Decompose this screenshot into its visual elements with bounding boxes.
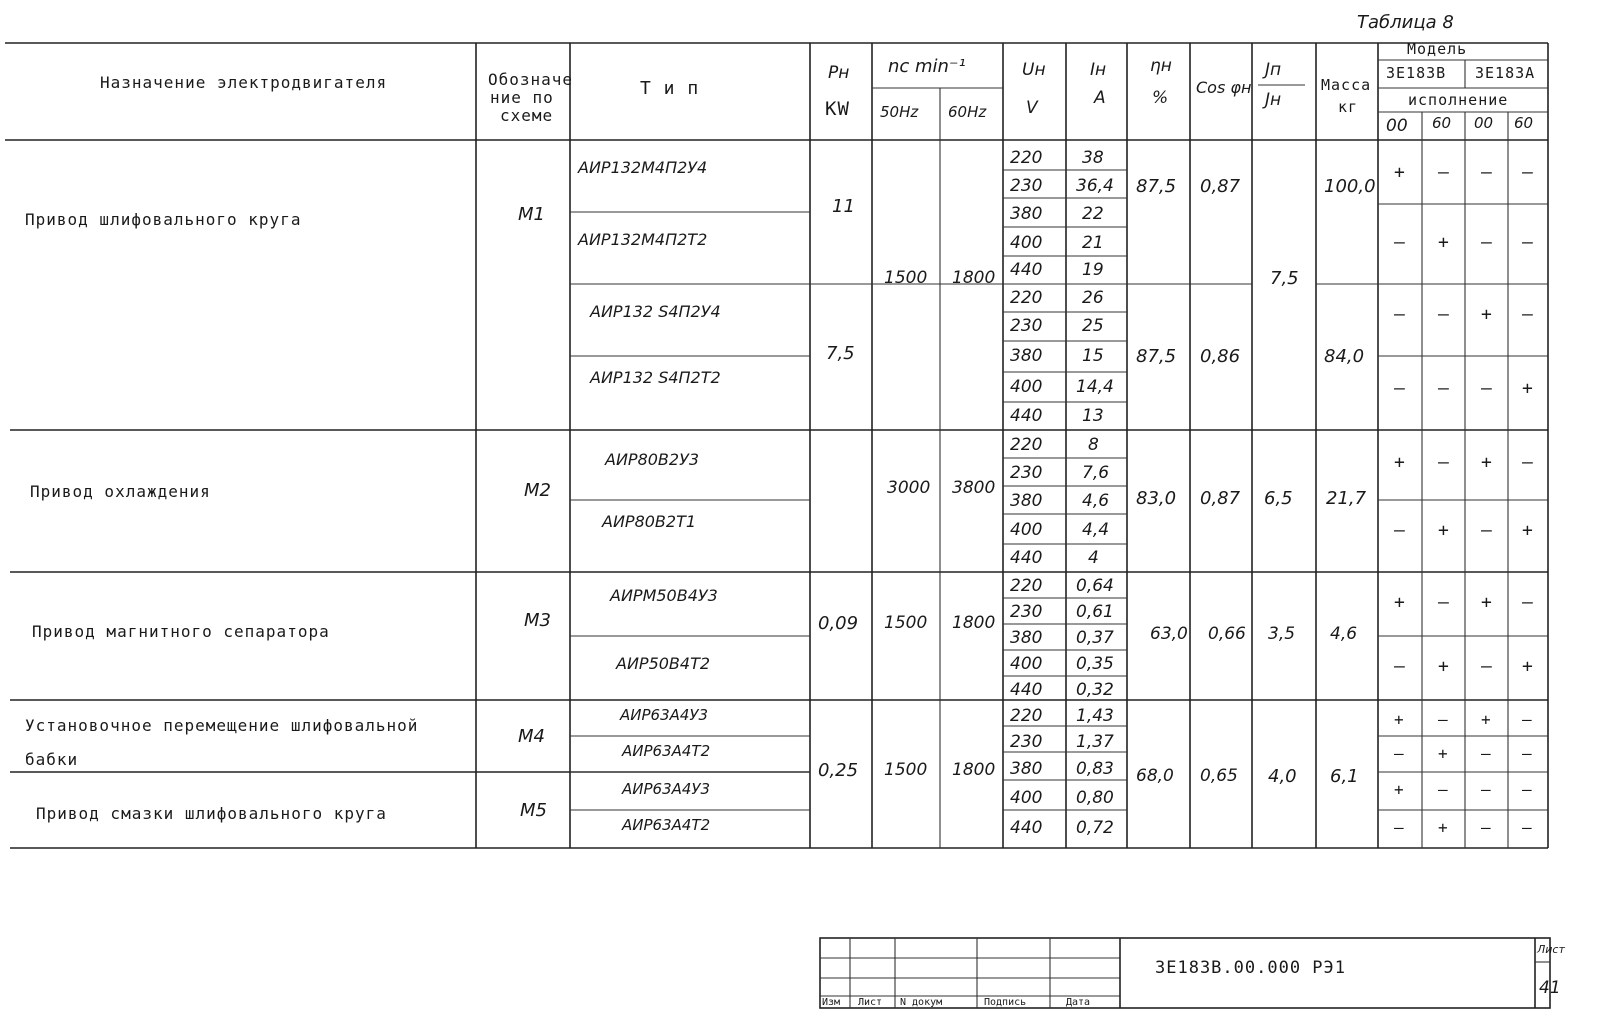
cos-m2: 0,87: [1200, 488, 1241, 509]
current-cell: 19: [1082, 260, 1104, 280]
current-cell: 38: [1082, 148, 1104, 168]
speed50-m3: 1500: [884, 613, 928, 633]
power-m3: 0,09: [818, 613, 859, 634]
eff-m4: 68,0: [1136, 766, 1174, 786]
power-m4: 0,25: [818, 760, 859, 781]
purpose-m2: Привод охлаждения: [30, 482, 211, 501]
mark-cell: +: [1438, 656, 1450, 677]
mark-cell: –: [1481, 378, 1493, 399]
mark-cell: –: [1394, 232, 1406, 253]
col-podpis: Подпись: [984, 997, 1027, 1008]
mass-m1-a: 100,0: [1324, 176, 1376, 197]
mark-cell: +: [1522, 378, 1534, 399]
header-speed: nс min⁻¹: [888, 56, 966, 77]
speed50-m1: 1500: [884, 268, 928, 288]
designation-m4: М4: [518, 726, 545, 747]
mark-cell: –: [1438, 592, 1450, 613]
header-eff-2: %: [1152, 88, 1169, 108]
col-dokum: N докум: [900, 997, 943, 1008]
ratio-m3: 3,5: [1268, 624, 1296, 644]
header-power-2: KW: [825, 98, 850, 120]
header-type: Т и п: [640, 78, 700, 99]
mark-cell: –: [1522, 162, 1534, 183]
header-designation-1: Обозначе: [488, 70, 574, 89]
voltage-cell: 380: [1010, 628, 1043, 648]
mark-cell: +: [1394, 710, 1405, 729]
mark-cell: –: [1522, 452, 1534, 473]
current-cell: 14,4: [1076, 377, 1114, 397]
table-label: Таблица 8: [1357, 12, 1454, 33]
current-cell: 36,4: [1076, 176, 1114, 196]
mark-cell: +: [1394, 592, 1406, 613]
voltage-cell: 220: [1010, 706, 1043, 726]
mark-cell: –: [1438, 304, 1450, 325]
mark-cell: –: [1481, 818, 1492, 837]
cos-m1-b: 0,86: [1200, 346, 1241, 367]
mark-cell: +: [1522, 520, 1534, 541]
cos-m4: 0,65: [1200, 766, 1238, 786]
col-izm: Изм: [822, 997, 841, 1008]
current-cell: 0,35: [1076, 654, 1114, 674]
header-eff-1: ηн: [1150, 56, 1172, 76]
type-m1-1: АИР132М4П2У4: [578, 158, 708, 177]
purpose-m4-line1: Установочное перемещение шлифовальной: [25, 716, 419, 735]
voltage-cell: 440: [1010, 680, 1043, 700]
purpose-m4-line2: бабки: [25, 750, 79, 769]
ratio-m2: 6,5: [1264, 488, 1293, 509]
type-m1-3: АИР132 S4П2У4: [590, 302, 721, 321]
voltage-cell: 230: [1010, 316, 1043, 336]
voltage-cell: 230: [1010, 463, 1043, 483]
eff-m1-a: 87,5: [1136, 176, 1177, 197]
current-cell: 1,43: [1076, 706, 1114, 726]
header-f60: 60Hz: [948, 103, 987, 121]
mark-cell: –: [1438, 162, 1450, 183]
voltage-cell: 380: [1010, 204, 1043, 224]
header-current-1: Iн: [1090, 60, 1107, 80]
mark-cell: +: [1481, 452, 1493, 473]
mass-m4: 6,1: [1330, 766, 1359, 787]
sheet-label: Лист: [1537, 943, 1565, 956]
col-list: Лист: [858, 997, 883, 1008]
mark-cell: –: [1522, 780, 1533, 799]
type-m4-1: АИР63А4У3: [620, 706, 709, 724]
header-designation-3: схеме: [500, 106, 554, 125]
header-power-1: Рн: [828, 63, 850, 83]
header-ratio-top: Jп: [1265, 60, 1282, 80]
voltage-cell: 380: [1010, 346, 1043, 366]
mark-cell: –: [1522, 744, 1533, 763]
col-data: Дата: [1066, 997, 1091, 1008]
mark-cell: –: [1481, 780, 1492, 799]
mark-cell: +: [1481, 710, 1492, 729]
type-m1-4: АИР132 S4П2Т2: [590, 368, 721, 387]
current-cell: 0,83: [1076, 759, 1114, 779]
designation-m1: М1: [518, 204, 545, 225]
type-m2-2: АИР80В2Т1: [602, 512, 697, 531]
header-ex-00b: 00: [1474, 114, 1494, 132]
voltage-cell: 230: [1010, 176, 1043, 196]
type-m1-2: АИР132М4П2Т2: [578, 230, 708, 249]
header-voltage-2: V: [1026, 98, 1038, 118]
designation-m2: М2: [524, 480, 551, 501]
purpose-m1: Привод шлифовального круга: [25, 210, 302, 229]
header-execution: исполнение: [1408, 91, 1509, 109]
mass-m1-b: 84,0: [1324, 346, 1365, 367]
voltage-cell: 440: [1010, 818, 1043, 838]
eff-m3: 63,0: [1150, 624, 1188, 644]
mark-cell: –: [1394, 304, 1406, 325]
speed50-m2: 3000: [887, 478, 931, 498]
mark-cell: –: [1394, 378, 1406, 399]
voltage-cell: 380: [1010, 491, 1043, 511]
current-cell: 1,37: [1076, 732, 1114, 752]
header-ratio-bottom: Jн: [1265, 90, 1282, 110]
mark-cell: –: [1394, 818, 1405, 837]
voltage-cell: 440: [1010, 548, 1043, 568]
mark-cell: –: [1481, 656, 1493, 677]
purpose-m5: Привод смазки шлифовального круга: [36, 804, 387, 823]
voltage-cell: 220: [1010, 435, 1043, 455]
type-m4-2: АИР63А4Т2: [622, 742, 711, 760]
mark-cell: +: [1394, 780, 1405, 799]
speed60-m3: 1800: [952, 613, 996, 633]
current-cell: 0,61: [1076, 602, 1114, 622]
speed60-m1: 1800: [952, 268, 996, 288]
mark-cell: +: [1438, 744, 1449, 763]
header-mass-1: Масса: [1321, 76, 1372, 94]
type-m2-1: АИР80В2У3: [605, 450, 700, 469]
voltage-cell: 400: [1010, 377, 1043, 397]
voltage-cell: 220: [1010, 576, 1043, 596]
eff-m1-b: 87,5: [1136, 346, 1177, 367]
voltage-cell: 440: [1010, 406, 1043, 426]
mass-m2: 21,7: [1326, 488, 1367, 509]
designation-m3: М3: [524, 610, 551, 631]
mark-cell: –: [1481, 520, 1493, 541]
sheet-number: 41: [1539, 978, 1561, 998]
mark-cell: +: [1438, 520, 1450, 541]
current-cell: 21: [1082, 233, 1104, 253]
mark-cell: –: [1394, 656, 1406, 677]
header-model-a: 3Е183В: [1386, 64, 1447, 82]
current-cell: 4: [1088, 548, 1099, 568]
speed60-m4: 1800: [952, 760, 996, 780]
current-cell: 13: [1082, 406, 1104, 426]
mark-cell: –: [1394, 744, 1405, 763]
voltage-cell: 400: [1010, 520, 1043, 540]
type-m3-2: АИР50В4Т2: [616, 654, 711, 673]
header-model: Модель: [1407, 40, 1468, 58]
doc-code: 3Е183В.00.000 РЭ1: [1155, 958, 1346, 978]
ratio-m1: 7,5: [1270, 268, 1299, 289]
mark-cell: +: [1481, 592, 1493, 613]
header-mass-2: кг: [1338, 98, 1359, 116]
current-cell: 0,72: [1076, 818, 1114, 838]
power-m1-a: 11: [832, 196, 855, 217]
type-m3-1: АИРМ50В4У3: [610, 586, 718, 605]
voltage-cell: 400: [1010, 654, 1043, 674]
current-cell: 4,4: [1082, 520, 1110, 540]
current-cell: 22: [1082, 204, 1104, 224]
header-ex-00a: 00: [1386, 116, 1408, 136]
voltage-cell: 400: [1010, 233, 1043, 253]
speed60-m2: 3800: [952, 478, 996, 498]
purpose-m3: Привод магнитного сепаратора: [32, 622, 330, 641]
mark-cell: +: [1438, 232, 1450, 253]
mark-cell: –: [1438, 378, 1450, 399]
mark-cell: –: [1438, 710, 1449, 729]
current-cell: 7,6: [1082, 463, 1110, 483]
current-cell: 0,64: [1076, 576, 1114, 596]
mark-cell: –: [1522, 818, 1533, 837]
header-purpose: Назначение электродвигателя: [100, 73, 388, 92]
mark-cell: –: [1522, 304, 1534, 325]
header-designation-2: ние по: [490, 88, 554, 107]
speed50-m4: 1500: [884, 760, 928, 780]
current-cell: 8: [1088, 435, 1099, 455]
voltage-cell: 230: [1010, 602, 1043, 622]
mark-cell: –: [1522, 710, 1533, 729]
voltage-cell: 230: [1010, 732, 1043, 752]
mass-m3: 4,6: [1330, 624, 1358, 644]
header-model-b: 3Е183А: [1475, 64, 1536, 82]
voltage-cell: 440: [1010, 260, 1043, 280]
current-cell: 0,37: [1076, 628, 1114, 648]
voltage-cell: 400: [1010, 788, 1043, 808]
mark-cell: –: [1438, 452, 1450, 473]
mark-cell: –: [1481, 232, 1493, 253]
current-cell: 4,6: [1082, 491, 1110, 511]
type-m5-1: АИР63А4У3: [622, 780, 711, 798]
voltage-cell: 220: [1010, 288, 1043, 308]
current-cell: 0,32: [1076, 680, 1114, 700]
header-cos: Cos φн: [1196, 78, 1252, 97]
mark-cell: –: [1481, 162, 1493, 183]
current-cell: 26: [1082, 288, 1104, 308]
header-voltage-1: Uн: [1022, 60, 1046, 80]
header-f50: 50Hz: [880, 103, 919, 121]
mark-cell: +: [1522, 656, 1534, 677]
mark-cell: +: [1394, 452, 1406, 473]
mark-cell: –: [1481, 744, 1492, 763]
eff-m2: 83,0: [1136, 488, 1177, 509]
current-cell: 15: [1082, 346, 1104, 366]
voltage-cell: 220: [1010, 148, 1043, 168]
header-ex-60a: 60: [1432, 114, 1452, 132]
designation-m5: М5: [520, 800, 547, 821]
mark-cell: –: [1438, 780, 1449, 799]
mark-cell: +: [1438, 818, 1449, 837]
mark-cell: +: [1394, 162, 1406, 183]
power-m1-b: 7,5: [826, 343, 855, 364]
ratio-m4: 4,0: [1268, 766, 1297, 787]
voltage-cell: 380: [1010, 759, 1043, 779]
mark-cell: –: [1522, 592, 1534, 613]
cos-m3: 0,66: [1208, 624, 1246, 644]
mark-cell: +: [1481, 304, 1493, 325]
header-ex-60b: 60: [1514, 114, 1534, 132]
mark-cell: –: [1522, 232, 1534, 253]
header-current-2: A: [1094, 88, 1106, 108]
current-cell: 0,80: [1076, 788, 1114, 808]
mark-cell: –: [1394, 520, 1406, 541]
type-m5-2: АИР63А4Т2: [622, 816, 711, 834]
current-cell: 25: [1082, 316, 1104, 336]
cos-m1-a: 0,87: [1200, 176, 1241, 197]
